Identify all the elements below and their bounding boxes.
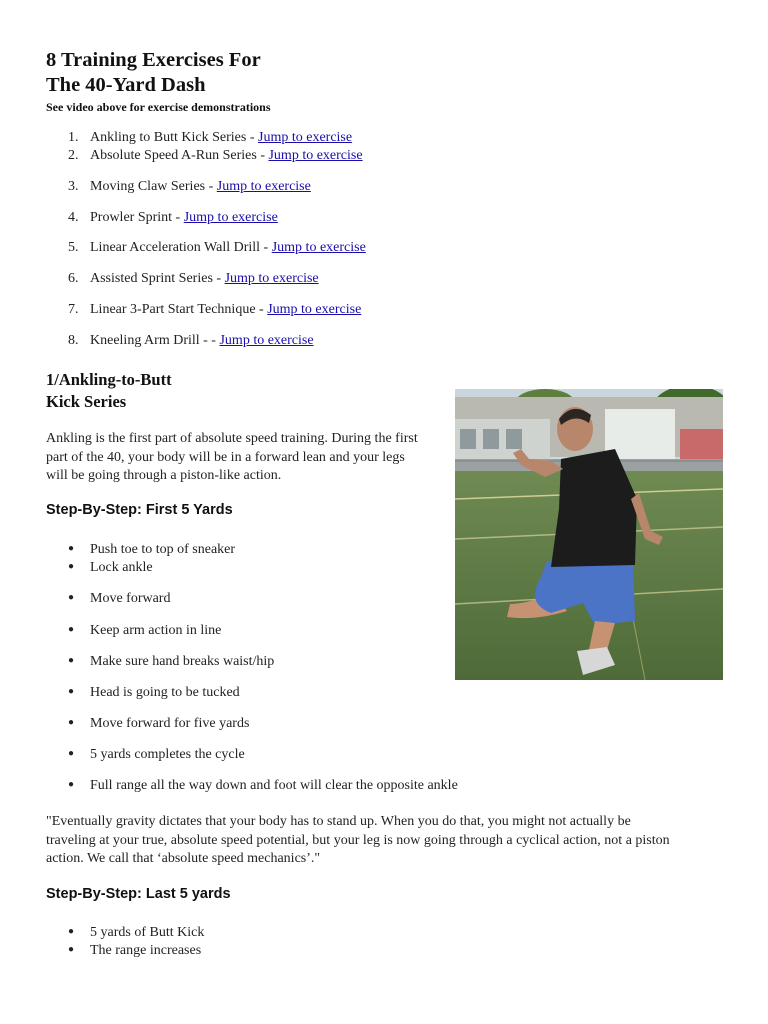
step-item xyxy=(68,589,170,608)
jump-to-exercise-link[interactable]: Jump to exercise xyxy=(271,240,366,255)
step-text: Move forward xyxy=(90,591,171,606)
step-text: Head is going to be tucked xyxy=(90,685,240,700)
quote-line: action. We call that ‘absolute speed mechanics’." xyxy=(46,851,321,866)
exercise-item xyxy=(68,239,366,257)
step-item xyxy=(68,558,153,577)
step-item xyxy=(68,540,235,559)
exercise-number: 8. xyxy=(68,333,79,348)
exercise-number: 2. xyxy=(68,148,79,163)
exercise-name: Absolute Speed A-Run Series - xyxy=(90,148,269,163)
article-subtitle: See video above for exercise demonstrations xyxy=(46,100,271,114)
bullet-icon: ● xyxy=(68,748,75,759)
step-text: 5 yards of Butt Kick xyxy=(90,925,205,940)
step-text: The range increases xyxy=(90,943,202,958)
step-item xyxy=(68,776,458,795)
step-text: Move forward for five yards xyxy=(90,716,250,731)
jump-to-exercise-link[interactable]: Jump to exercise xyxy=(268,148,363,163)
title-line-1: 8 Training Exercises For xyxy=(46,49,261,71)
title-line-2: The 40-Yard Dash xyxy=(46,74,206,96)
jump-to-exercise-link[interactable]: Jump to exercise xyxy=(219,333,314,348)
section-title-line-1: 1/Ankling-to-Butt xyxy=(46,370,172,389)
bullet-icon: ● xyxy=(68,655,75,666)
last-steps-heading: Step-By-Step: Last 5 yards xyxy=(46,886,231,902)
step-item xyxy=(68,621,221,640)
bullet-icon: ● xyxy=(68,779,75,790)
exercise-item xyxy=(68,270,319,288)
exercise-name: Kneeling Arm Drill - - xyxy=(90,333,220,348)
step-text: Make sure hand breaks waist/hip xyxy=(90,654,275,669)
quote-line: "Eventually gravity dictates that your body has to stand up. When you do that, you might not actually be xyxy=(46,814,631,829)
exercise-name: Linear 3-Part Start Technique - xyxy=(90,302,268,317)
jump-to-exercise-link[interactable]: Jump to exercise xyxy=(267,302,362,317)
step-text: Lock ankle xyxy=(90,560,153,575)
step-item xyxy=(68,941,201,960)
athlete-ankling-photo xyxy=(455,389,723,680)
step-item xyxy=(68,683,240,702)
quote-paragraph xyxy=(46,813,670,869)
exercise-number: 5. xyxy=(68,240,79,255)
article-title xyxy=(46,48,261,98)
bullet-icon: ● xyxy=(68,543,75,554)
jump-to-exercise-link[interactable]: Jump to exercise xyxy=(224,271,319,286)
step-item xyxy=(68,745,245,764)
exercise-name: Prowler Sprint - xyxy=(90,210,184,225)
exercise-item xyxy=(68,332,314,350)
exercise-item xyxy=(68,129,352,147)
step-item xyxy=(68,923,204,942)
exercise-number: 6. xyxy=(68,271,79,286)
section-title xyxy=(46,369,172,413)
exercise-name: Ankling to Butt Kick Series - xyxy=(90,130,258,145)
step-item xyxy=(68,714,249,733)
section-title-line-2: Kick Series xyxy=(46,392,127,411)
step-item xyxy=(68,652,274,671)
exercise-item xyxy=(68,178,311,196)
step-text: 5 yards completes the cycle xyxy=(90,747,245,762)
exercise-name: Linear Acceleration Wall Drill - xyxy=(90,240,272,255)
step-text: Full range all the way down and foot will clear the opposite ankle xyxy=(90,778,458,793)
bullet-icon: ● xyxy=(68,717,75,728)
intro-line: will be going through a piston-like action. xyxy=(46,468,282,483)
jump-to-exercise-link[interactable]: Jump to exercise xyxy=(183,210,278,225)
bullet-icon: ● xyxy=(68,592,75,603)
exercise-number: 7. xyxy=(68,302,79,317)
exercise-item xyxy=(68,147,363,165)
bullet-icon: ● xyxy=(68,686,75,697)
first-steps-heading: Step-By-Step: First 5 Yards xyxy=(46,502,233,518)
intro-line: Ankling is the first part of absolute speed training. During the first xyxy=(46,431,418,446)
jump-to-exercise-link[interactable]: Jump to exercise xyxy=(258,130,353,145)
bullet-icon: ● xyxy=(68,561,75,572)
bullet-icon: ● xyxy=(68,624,75,635)
intro-line: part of the 40, your body will be in a forward lean and your legs xyxy=(46,449,405,465)
exercise-item xyxy=(68,209,278,227)
jump-to-exercise-link[interactable]: Jump to exercise xyxy=(216,179,311,194)
exercise-number: 1. xyxy=(68,130,79,145)
exercise-number: 3. xyxy=(68,179,79,194)
step-text: Push toe to top of sneaker xyxy=(90,542,236,557)
bullet-icon: ● xyxy=(68,944,75,955)
exercise-item xyxy=(68,301,361,319)
exercise-name: Moving Claw Series - xyxy=(90,179,217,194)
intro-paragraph xyxy=(46,430,418,486)
bullet-icon: ● xyxy=(68,926,75,937)
exercise-number: 4. xyxy=(68,210,79,225)
exercise-name: Assisted Sprint Series - xyxy=(90,271,225,286)
step-text: Keep arm action in line xyxy=(90,623,222,638)
quote-line: traveling at your true, absolute speed potential, but your leg is now going through a cyclical action, not a piston xyxy=(46,832,670,848)
